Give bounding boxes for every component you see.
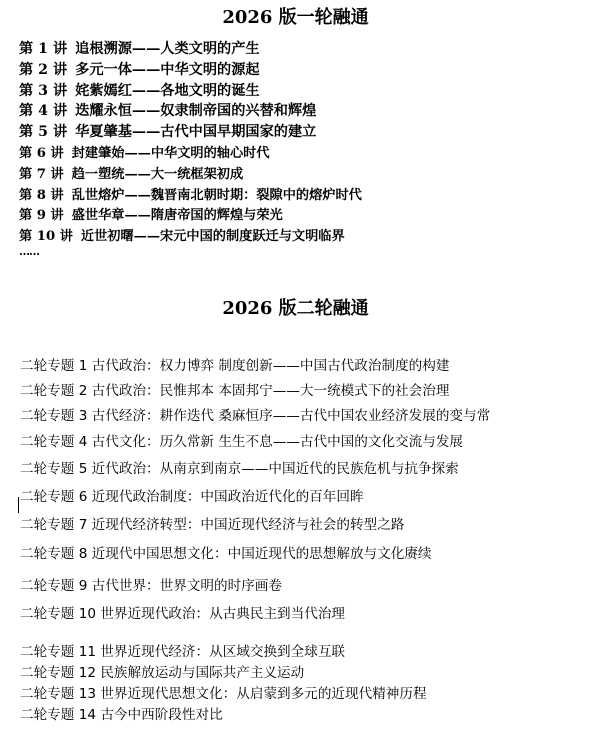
- round1-item-5: 第 5 讲 华夏肇基——古代中国早期国家的建立: [19, 124, 317, 140]
- round1-item-1: 第 1 讲 追根溯源——人类文明的产生: [19, 41, 260, 57]
- round2-item-8: 二轮专题 8 近现代中国思想文化：中国近现代的思想解放与文化赓续: [20, 546, 432, 562]
- round1-item-4: 第 4 讲 迭耀永恒——奴隶制帝国的兴替和辉煌: [19, 103, 317, 119]
- round2-item-6: 二轮专题 6 近现代政治制度：中国政治近代化的百年回眸: [20, 489, 364, 505]
- round1-item-7: 第 7 讲 趋一塑统——大一统框架初成: [19, 167, 244, 182]
- round2-item-1: 二轮专题 1 古代政治：权力博弈 制度创新——中国古代政治制度的构建: [20, 358, 450, 374]
- round2-item-7: 二轮专题 7 近现代经济转型：中国近现代经济与社会的转型之路: [20, 517, 405, 533]
- round2-title: 2026 版二轮融通: [222, 298, 369, 319]
- round1-item-10: 第 10 讲 近世初曙——宋元中国的制度跃迁与文明临界: [19, 229, 345, 244]
- round1-ellipsis: ……: [19, 245, 39, 258]
- round2-item-3: 二轮专题 3 古代经济：耕作迭代 桑麻恒序——古代中国农业经济发展的变与常: [20, 408, 491, 424]
- round2-item-9: 二轮专题 9 古代世界：世界文明的时序画卷: [20, 578, 282, 594]
- round2-item-13: 二轮专题 13 世界近现代思想文化：从启蒙到多元的近现代精神历程: [20, 686, 427, 702]
- round1-item-3: 第 3 讲 姹紫嫣红——各地文明的诞生: [19, 83, 260, 99]
- round2-item-11: 二轮专题 11 世界近现代经济：从区域交换到全球互联: [20, 644, 346, 660]
- text-cursor: [18, 497, 19, 513]
- round2-item-5: 二轮专题 5 近代政治：从南京到南京——中国近代的民族危机与抗争探索: [20, 461, 459, 477]
- round1-item-2: 第 2 讲 多元一体——中华文明的源起: [19, 62, 260, 78]
- round2-item-12: 二轮专题 12 民族解放运动与国际共产主义运动: [20, 665, 305, 681]
- round1-item-9: 第 9 讲 盛世华章——隋唐帝国的辉煌与荣光: [19, 208, 283, 223]
- round2-item-14: 二轮专题 14 古今中西阶段性对比: [20, 707, 223, 723]
- round1-title: 2026 版一轮融通: [222, 7, 369, 28]
- round1-item-8: 第 8 讲 乱世熔炉——魏晋南北朝时期：裂隙中的熔炉时代: [19, 188, 362, 203]
- round2-item-10: 二轮专题 10 世界近现代政治：从古典民主到当代治理: [20, 606, 346, 622]
- round2-item-2: 二轮专题 2 古代政治：民惟邦本 本固邦宁——大一统模式下的社会治理: [20, 383, 450, 399]
- round1-item-6: 第 6 讲 封建肇始——中华文明的轴心时代: [19, 146, 270, 161]
- round2-item-4: 二轮专题 4 古代文化：历久常新 生生不息——古代中国的文化交流与发展: [20, 434, 464, 450]
